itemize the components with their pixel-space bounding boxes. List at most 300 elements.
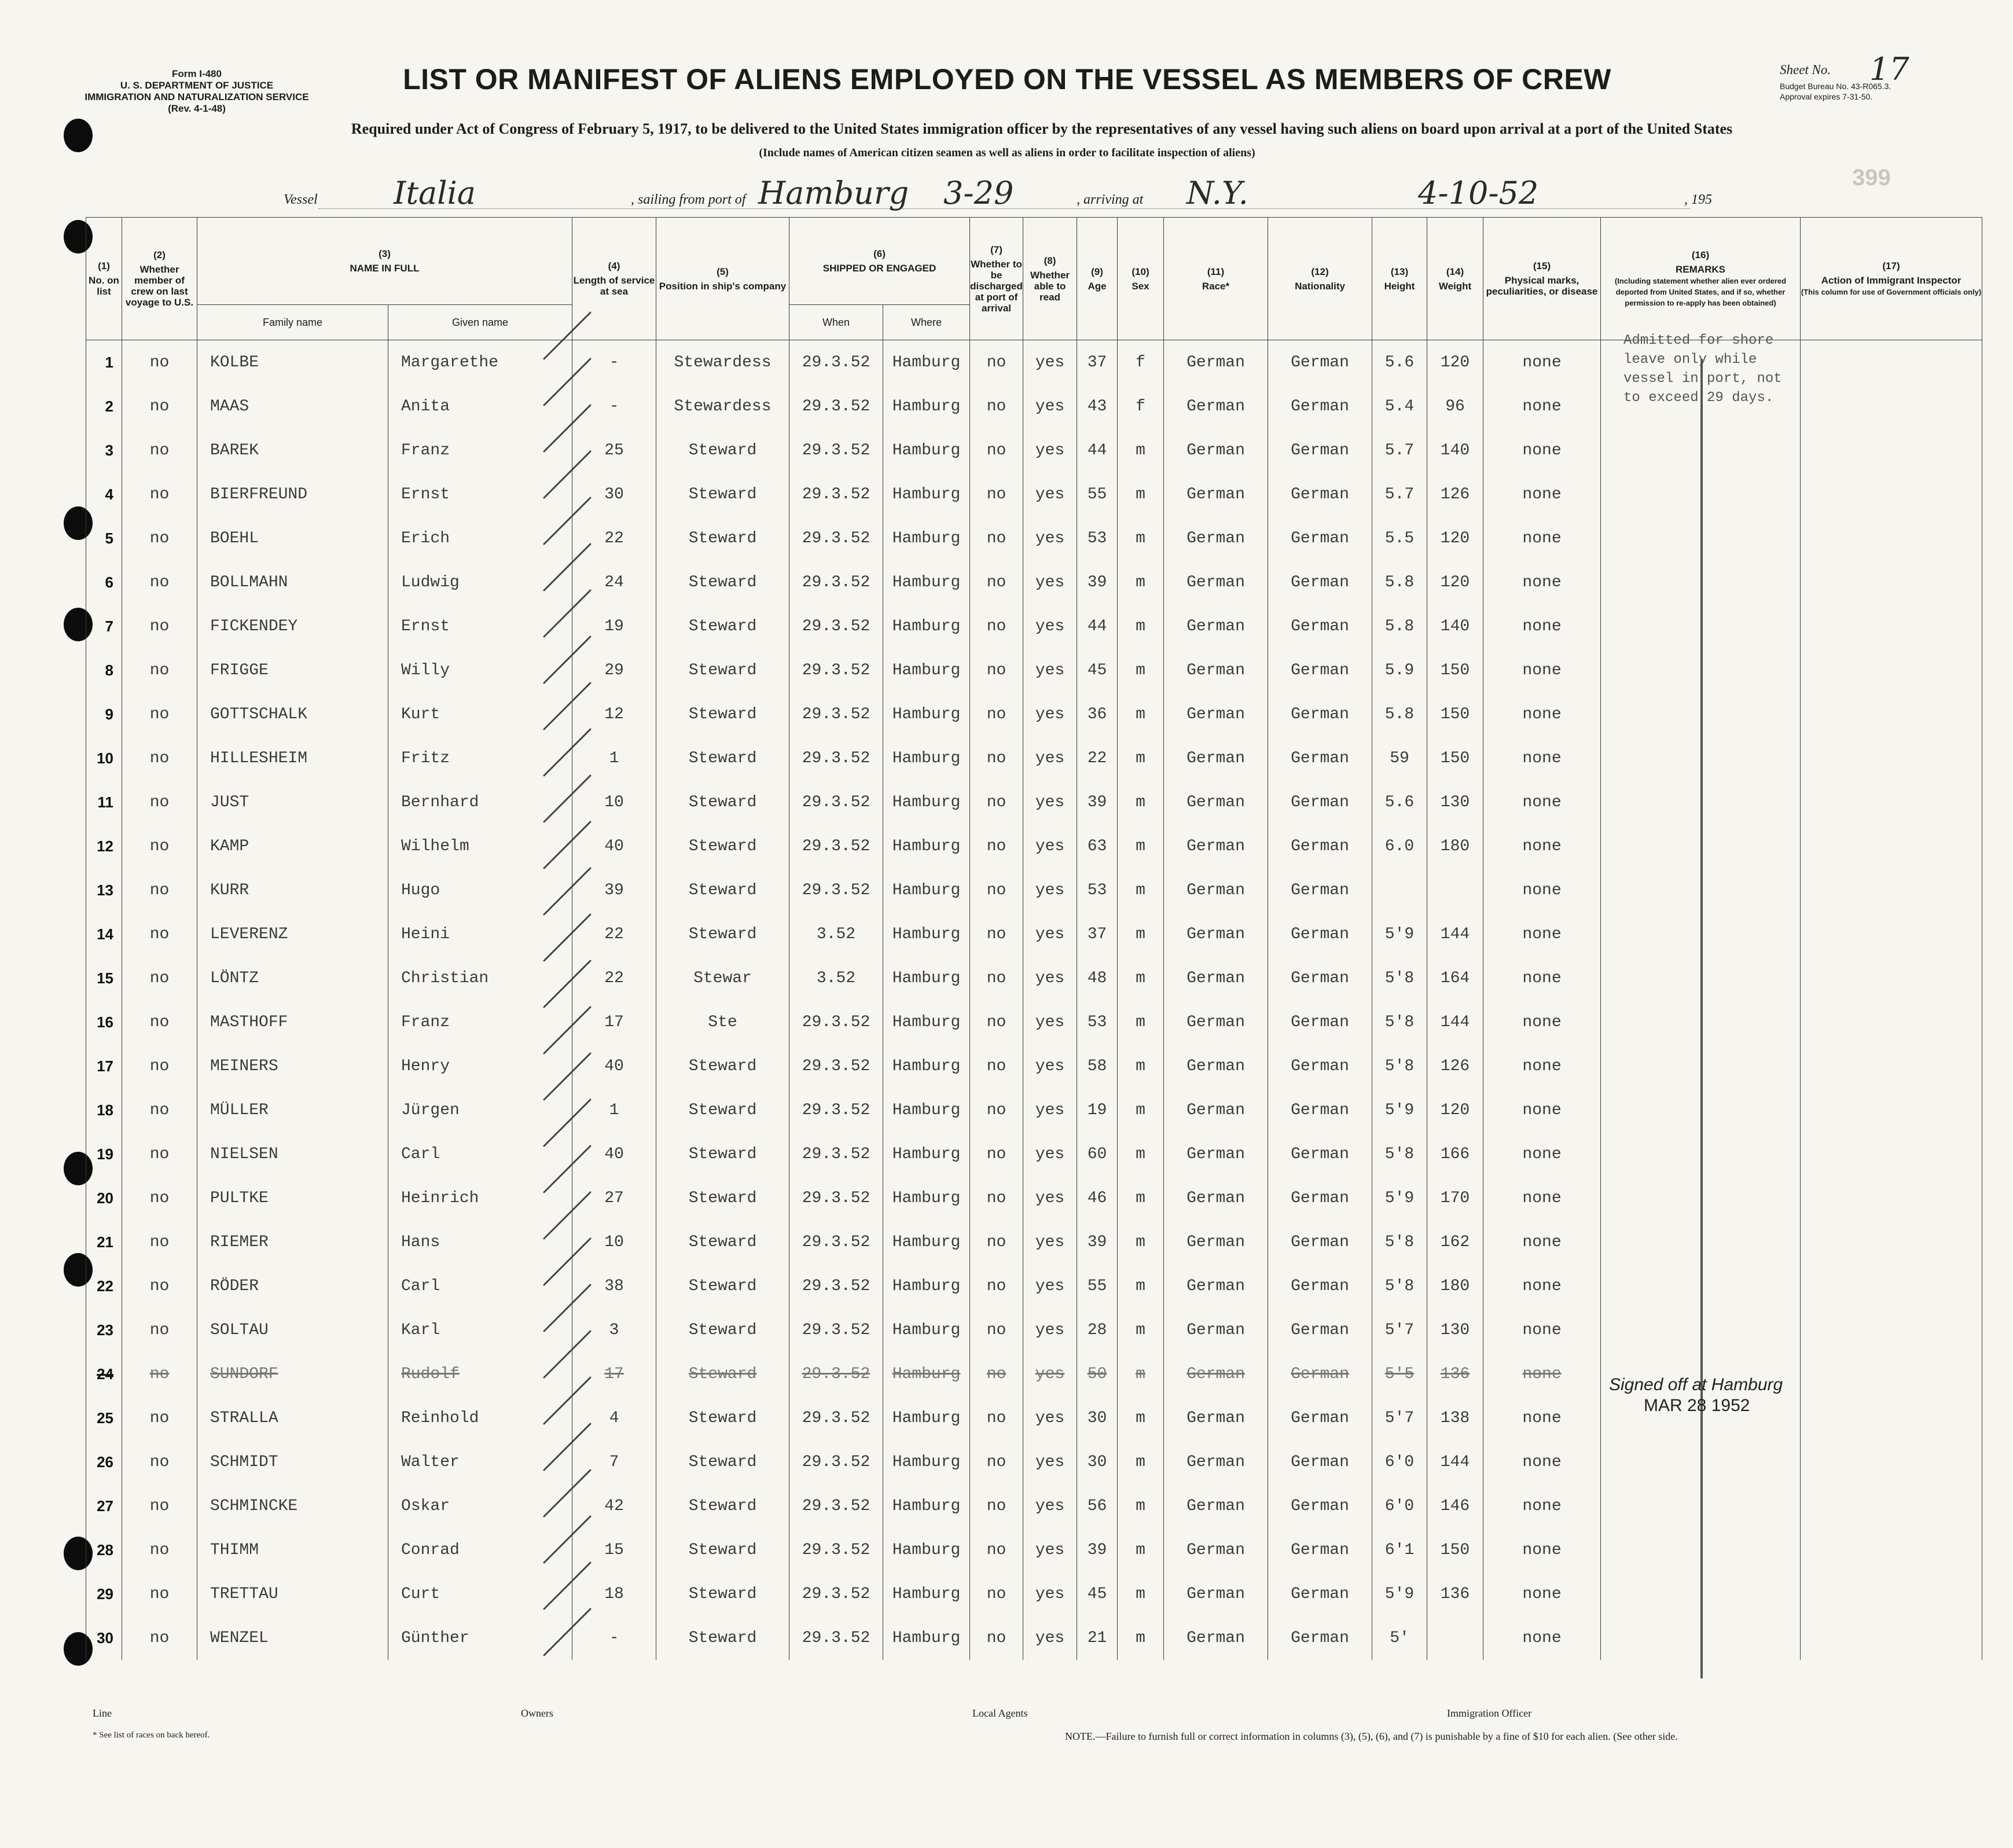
- table-row: [86, 912, 1982, 956]
- length-of-service: 39: [572, 868, 656, 912]
- shipped-where: Hamburg: [883, 1616, 970, 1660]
- able-to-read: yes: [1023, 1044, 1077, 1088]
- col-physical-marks: (15) Physical marks, peculiarities, or disease: [1483, 218, 1601, 340]
- shipped-where: Hamburg: [883, 1264, 970, 1308]
- nationality: German: [1268, 1396, 1372, 1440]
- sex: m: [1118, 1044, 1164, 1088]
- shipped-where: Hamburg: [883, 1000, 970, 1044]
- family-name: KOLBE: [197, 340, 388, 385]
- row-number: 30: [86, 1616, 122, 1660]
- physical-marks: none: [1483, 912, 1601, 956]
- crew-last-voyage: no: [122, 1044, 197, 1088]
- position: Steward: [656, 1440, 789, 1484]
- sex: m: [1118, 824, 1164, 868]
- age: 53: [1077, 1000, 1118, 1044]
- able-to-read: yes: [1023, 692, 1077, 736]
- position: Steward: [656, 1176, 789, 1220]
- crew-last-voyage: no: [122, 1572, 197, 1616]
- signed-off-date: MAR 28 1952: [1644, 1396, 1750, 1415]
- age: 21: [1077, 1616, 1118, 1660]
- crew-last-voyage: no: [122, 1264, 197, 1308]
- height: 6'0: [1372, 1440, 1427, 1484]
- row-number: 25: [86, 1396, 122, 1440]
- inspector-action-cell: [1801, 1132, 1982, 1176]
- col-shipped-where: Where: [883, 305, 970, 340]
- weight: 140: [1427, 604, 1483, 648]
- crew-last-voyage: no: [122, 340, 197, 385]
- able-to-read: yes: [1023, 1484, 1077, 1528]
- height: 6'1: [1372, 1528, 1427, 1572]
- crew-last-voyage: no: [122, 824, 197, 868]
- signed-off-remark: [1609, 1375, 1841, 1416]
- given-name: Margarethe: [388, 340, 572, 385]
- sex: m: [1118, 956, 1164, 1000]
- row-number: 1: [86, 340, 122, 385]
- shipped-when: 29.3.52: [789, 516, 883, 560]
- length-of-service: 19: [572, 604, 656, 648]
- height: 5': [1372, 1616, 1427, 1660]
- table-row: [86, 736, 1982, 780]
- given-name: Ernst: [388, 604, 572, 648]
- given-name: Walter: [388, 1440, 572, 1484]
- length-of-service: 17: [572, 1000, 656, 1044]
- inspector-action-cell: [1801, 1572, 1982, 1616]
- race: German: [1164, 1528, 1268, 1572]
- length-of-service: 30: [572, 472, 656, 516]
- nationality: German: [1268, 1088, 1372, 1132]
- discharged: no: [970, 956, 1023, 1000]
- discharged: no: [970, 1352, 1023, 1396]
- position: Steward: [656, 472, 789, 516]
- sex: m: [1118, 912, 1164, 956]
- shipped-where: Hamburg: [883, 516, 970, 560]
- crew-last-voyage: no: [122, 1616, 197, 1660]
- physical-marks: none: [1483, 1440, 1601, 1484]
- family-name: GOTTSCHALK: [197, 692, 388, 736]
- able-to-read: yes: [1023, 604, 1077, 648]
- row-number: 3: [86, 428, 122, 472]
- discharged: no: [970, 1528, 1023, 1572]
- row-number: 4: [86, 472, 122, 516]
- able-to-read: yes: [1023, 648, 1077, 692]
- discharged: no: [970, 912, 1023, 956]
- family-name: MAAS: [197, 384, 388, 428]
- race: German: [1164, 1352, 1268, 1396]
- shipped-when: 29.3.52: [789, 1088, 883, 1132]
- height: 6.0: [1372, 824, 1427, 868]
- discharged: no: [970, 1484, 1023, 1528]
- col-sex: (10) Sex: [1118, 218, 1164, 340]
- position: Stewar: [656, 956, 789, 1000]
- table-row: [86, 1528, 1982, 1572]
- nationality: German: [1268, 560, 1372, 604]
- weight: 120: [1427, 560, 1483, 604]
- row-number: 5: [86, 516, 122, 560]
- height: 5.8: [1372, 560, 1427, 604]
- physical-marks: none: [1483, 956, 1601, 1000]
- length-of-service: 22: [572, 956, 656, 1000]
- shipped-where: Hamburg: [883, 692, 970, 736]
- race: German: [1164, 428, 1268, 472]
- given-name: Karl: [388, 1308, 572, 1352]
- shipped-when: 29.3.52: [789, 340, 883, 385]
- nationality: German: [1268, 1352, 1372, 1396]
- shipped-when: 29.3.52: [789, 1044, 883, 1088]
- inspector-action-cell: [1801, 1616, 1982, 1660]
- age: 56: [1077, 1484, 1118, 1528]
- height: 5.4: [1372, 384, 1427, 428]
- table-row: [86, 956, 1982, 1000]
- inspector-action-cell: [1801, 560, 1982, 604]
- arriving-label: , arriving at: [1077, 192, 1144, 207]
- table-row: [86, 1264, 1982, 1308]
- able-to-read: yes: [1023, 736, 1077, 780]
- race: German: [1164, 516, 1268, 560]
- nationality: German: [1268, 1176, 1372, 1220]
- weight: 140: [1427, 428, 1483, 472]
- length-of-service: -: [572, 384, 656, 428]
- position: Steward: [656, 604, 789, 648]
- table-row: [86, 1440, 1982, 1484]
- height: 5.8: [1372, 604, 1427, 648]
- age: 60: [1077, 1132, 1118, 1176]
- nationality: German: [1268, 384, 1372, 428]
- instruction-note: (Include names of American citizen seamen as well as aliens in order to facilitate inspection of aliens): [759, 146, 1255, 159]
- height: 5'8: [1372, 1132, 1427, 1176]
- table-row: [86, 1220, 1982, 1264]
- form-number: Form I-480: [172, 68, 222, 79]
- position: Stewardess: [656, 340, 789, 385]
- discharged: no: [970, 340, 1023, 385]
- race: German: [1164, 472, 1268, 516]
- discharged: no: [970, 472, 1023, 516]
- given-name: Carl: [388, 1132, 572, 1176]
- shipped-when: 29.3.52: [789, 1616, 883, 1660]
- weight: 144: [1427, 1440, 1483, 1484]
- nationality: German: [1268, 1440, 1372, 1484]
- shipped-where: Hamburg: [883, 1396, 970, 1440]
- length-of-service: 10: [572, 780, 656, 824]
- race: German: [1164, 1264, 1268, 1308]
- vessel-name: Italia: [394, 175, 476, 211]
- able-to-read: yes: [1023, 472, 1077, 516]
- nationality: German: [1268, 472, 1372, 516]
- inspector-action-cell: [1801, 956, 1982, 1000]
- physical-marks: none: [1483, 1396, 1601, 1440]
- col-shipped-when: When: [789, 305, 883, 340]
- shipped-where: Hamburg: [883, 1088, 970, 1132]
- length-of-service: 40: [572, 824, 656, 868]
- race: German: [1164, 1088, 1268, 1132]
- nationality: German: [1268, 736, 1372, 780]
- able-to-read: yes: [1023, 384, 1077, 428]
- weight: 136: [1427, 1572, 1483, 1616]
- length-of-service: 1: [572, 1088, 656, 1132]
- shipped-when: 29.3.52: [789, 780, 883, 824]
- age: 37: [1077, 912, 1118, 956]
- shipped-where: Hamburg: [883, 472, 970, 516]
- sailing-port: Hamburg: [758, 175, 909, 211]
- shipped-where: Hamburg: [883, 1044, 970, 1088]
- height: 5'9: [1372, 1088, 1427, 1132]
- shipped-when: 29.3.52: [789, 1484, 883, 1528]
- footer-race-note: * See list of races on back hereof.: [93, 1731, 210, 1740]
- col-nationality: (12) Nationality: [1268, 218, 1372, 340]
- able-to-read: yes: [1023, 1396, 1077, 1440]
- sex: m: [1118, 1220, 1164, 1264]
- physical-marks: none: [1483, 1616, 1601, 1660]
- sex: m: [1118, 1572, 1164, 1616]
- family-name: MÜLLER: [197, 1088, 388, 1132]
- length-of-service: 17: [572, 1352, 656, 1396]
- crew-manifest-table: [86, 217, 1982, 1660]
- col-race: (11) Race*: [1164, 218, 1268, 340]
- discharged: no: [970, 1000, 1023, 1044]
- physical-marks: none: [1483, 1528, 1601, 1572]
- length-of-service: 42: [572, 1484, 656, 1528]
- col-name-in-full: (3) NAME IN FULL: [197, 218, 572, 305]
- shipped-when: 29.3.52: [789, 824, 883, 868]
- inspector-action-cell: [1801, 780, 1982, 824]
- sex: f: [1118, 384, 1164, 428]
- crew-last-voyage: no: [122, 604, 197, 648]
- race: German: [1164, 1396, 1268, 1440]
- row-number: 26: [86, 1440, 122, 1484]
- sheet-number-value: 17: [1869, 51, 1909, 87]
- able-to-read: yes: [1023, 1220, 1077, 1264]
- sex: m: [1118, 560, 1164, 604]
- position: Ste: [656, 1000, 789, 1044]
- row-number: 17: [86, 1044, 122, 1088]
- crew-last-voyage: no: [122, 692, 197, 736]
- row-number: 7: [86, 604, 122, 648]
- physical-marks: none: [1483, 340, 1601, 385]
- header-row: [86, 218, 1982, 305]
- given-name: Erich: [388, 516, 572, 560]
- crew-last-voyage: no: [122, 956, 197, 1000]
- race: German: [1164, 604, 1268, 648]
- shipped-when: 29.3.52: [789, 384, 883, 428]
- service-name: IMMIGRATION AND NATURALIZATION SERVICE: [85, 91, 309, 102]
- race: German: [1164, 1000, 1268, 1044]
- discharged: no: [970, 516, 1023, 560]
- able-to-read: yes: [1023, 1000, 1077, 1044]
- family-name: SCHMINCKE: [197, 1484, 388, 1528]
- position: Steward: [656, 1396, 789, 1440]
- age: 63: [1077, 824, 1118, 868]
- form-identifier: [81, 68, 313, 115]
- position: Steward: [656, 868, 789, 912]
- age: 39: [1077, 1220, 1118, 1264]
- discharged: no: [970, 692, 1023, 736]
- able-to-read: yes: [1023, 1088, 1077, 1132]
- family-name: SCHMIDT: [197, 1440, 388, 1484]
- length-of-service: 1: [572, 736, 656, 780]
- nationality: German: [1268, 340, 1372, 385]
- age: 39: [1077, 560, 1118, 604]
- age: 50: [1077, 1352, 1118, 1396]
- length-of-service: 22: [572, 516, 656, 560]
- shipped-when: 29.3.52: [789, 1572, 883, 1616]
- race: German: [1164, 340, 1268, 385]
- nationality: German: [1268, 1264, 1372, 1308]
- crew-last-voyage: no: [122, 1528, 197, 1572]
- nationality: German: [1268, 1572, 1372, 1616]
- col-discharged: (7) Whether to be discharged at port of arrival: [970, 218, 1023, 340]
- shipped-when: 29.3.52: [789, 604, 883, 648]
- weight: 96: [1427, 384, 1483, 428]
- age: 28: [1077, 1308, 1118, 1352]
- given-name: Christian: [388, 956, 572, 1000]
- given-name: Jürgen: [388, 1088, 572, 1132]
- length-of-service: 3: [572, 1308, 656, 1352]
- physical-marks: none: [1483, 780, 1601, 824]
- able-to-read: yes: [1023, 1308, 1077, 1352]
- weight: 126: [1427, 472, 1483, 516]
- given-name: Wilhelm: [388, 824, 572, 868]
- given-name: Ernst: [388, 472, 572, 516]
- length-of-service: -: [572, 1616, 656, 1660]
- row-number: 11: [86, 780, 122, 824]
- shipped-where: Hamburg: [883, 956, 970, 1000]
- footer-local-agents-label: Local Agents: [972, 1707, 1028, 1719]
- weight: 180: [1427, 1264, 1483, 1308]
- table-row: [86, 1308, 1982, 1352]
- sex: m: [1118, 1088, 1164, 1132]
- able-to-read: yes: [1023, 1176, 1077, 1220]
- given-name: Curt: [388, 1572, 572, 1616]
- table-row: [86, 1176, 1982, 1220]
- given-name: Franz: [388, 1000, 572, 1044]
- weight: 120: [1427, 516, 1483, 560]
- inspector-action-cell: [1801, 1264, 1982, 1308]
- col-shipped-or-engaged: (6) SHIPPED OR ENGAGED: [789, 218, 970, 305]
- col-position: (5) Position in ship's company: [656, 218, 789, 340]
- col-crew-last-voyage: (2) Whether member of crew on last voyage to U.S.: [122, 218, 197, 340]
- physical-marks: none: [1483, 560, 1601, 604]
- family-name: BOEHL: [197, 516, 388, 560]
- age: 53: [1077, 868, 1118, 912]
- length-of-service: 40: [572, 1044, 656, 1088]
- shipped-when: 29.3.52: [789, 1528, 883, 1572]
- given-name: Fritz: [388, 736, 572, 780]
- age: 48: [1077, 956, 1118, 1000]
- department-name: U. S. DEPARTMENT OF JUSTICE: [120, 80, 274, 91]
- signed-off-text: Signed off at Hamburg: [1609, 1375, 1783, 1394]
- row-number: 15: [86, 956, 122, 1000]
- position: Steward: [656, 736, 789, 780]
- crew-last-voyage: no: [122, 780, 197, 824]
- row-number: 13: [86, 868, 122, 912]
- nationality: German: [1268, 1528, 1372, 1572]
- inspector-action-cell: [1801, 604, 1982, 648]
- length-of-service: 4: [572, 1396, 656, 1440]
- inspector-action-cell: [1801, 472, 1982, 516]
- height: 5'8: [1372, 1044, 1427, 1088]
- row-number: 8: [86, 648, 122, 692]
- sex: m: [1118, 604, 1164, 648]
- age: 55: [1077, 472, 1118, 516]
- weight: 150: [1427, 648, 1483, 692]
- position: Steward: [656, 1132, 789, 1176]
- able-to-read: yes: [1023, 956, 1077, 1000]
- able-to-read: yes: [1023, 1264, 1077, 1308]
- family-name: FRIGGE: [197, 648, 388, 692]
- table-row: [86, 1572, 1982, 1616]
- shipped-where: Hamburg: [883, 340, 970, 385]
- length-of-service: 40: [572, 1132, 656, 1176]
- able-to-read: yes: [1023, 340, 1077, 385]
- race: German: [1164, 1572, 1268, 1616]
- race: German: [1164, 384, 1268, 428]
- length-of-service: 10: [572, 1220, 656, 1264]
- physical-marks: none: [1483, 604, 1601, 648]
- given-name: Rudolf: [388, 1352, 572, 1396]
- race: German: [1164, 560, 1268, 604]
- inspector-action-cell: [1801, 340, 1982, 385]
- table-row: [86, 868, 1982, 912]
- length-of-service: 38: [572, 1264, 656, 1308]
- shipped-when: 3.52: [789, 912, 883, 956]
- sex: f: [1118, 340, 1164, 385]
- table-row: [86, 516, 1982, 560]
- col-height: (13) Height: [1372, 218, 1427, 340]
- col-given-name: Given name: [388, 305, 572, 340]
- shipped-when: 29.3.52: [789, 868, 883, 912]
- inspector-action-cell: [1801, 1088, 1982, 1132]
- inspector-action-cell: [1801, 1176, 1982, 1220]
- shipped-where: Hamburg: [883, 648, 970, 692]
- row-number: 18: [86, 1088, 122, 1132]
- sex: m: [1118, 1000, 1164, 1044]
- inspector-action-cell: [1801, 736, 1982, 780]
- age: 39: [1077, 780, 1118, 824]
- discharged: no: [970, 824, 1023, 868]
- physical-marks: none: [1483, 384, 1601, 428]
- age: 45: [1077, 1572, 1118, 1616]
- row-number: 29: [86, 1572, 122, 1616]
- length-of-service: 18: [572, 1572, 656, 1616]
- crew-last-voyage: no: [122, 1220, 197, 1264]
- page-title: LIST OR MANIFEST OF ALIENS EMPLOYED ON THE VESSEL AS MEMBERS OF CREW: [403, 63, 1611, 95]
- crew-last-voyage: no: [122, 1308, 197, 1352]
- position: Steward: [656, 1484, 789, 1528]
- physical-marks: none: [1483, 692, 1601, 736]
- shipped-when: 29.3.52: [789, 1176, 883, 1220]
- family-name: BOLLMAHN: [197, 560, 388, 604]
- height: 5'9: [1372, 1572, 1427, 1616]
- position: Steward: [656, 1352, 789, 1396]
- given-name: Bernhard: [388, 780, 572, 824]
- given-name: Henry: [388, 1044, 572, 1088]
- row-number: 14: [86, 912, 122, 956]
- weight: 180: [1427, 824, 1483, 868]
- nationality: German: [1268, 912, 1372, 956]
- crew-last-voyage: no: [122, 1176, 197, 1220]
- col-weight: (14) Weight: [1427, 218, 1483, 340]
- discharged: no: [970, 1132, 1023, 1176]
- physical-marks: none: [1483, 648, 1601, 692]
- physical-marks: none: [1483, 1352, 1601, 1396]
- weight: 170: [1427, 1176, 1483, 1220]
- length-of-service: 27: [572, 1176, 656, 1220]
- weight: 120: [1427, 1088, 1483, 1132]
- shipped-when: 29.3.52: [789, 1000, 883, 1044]
- age: 19: [1077, 1088, 1118, 1132]
- footer-penalty-note: NOTE.—Failure to furnish full or correct information in columns (3), (5), (6), and (7) is punishable by a fine of $10 for each alien. (See other side.: [1065, 1731, 1678, 1742]
- table-row: [86, 1000, 1982, 1044]
- shipped-when: 29.3.52: [789, 1264, 883, 1308]
